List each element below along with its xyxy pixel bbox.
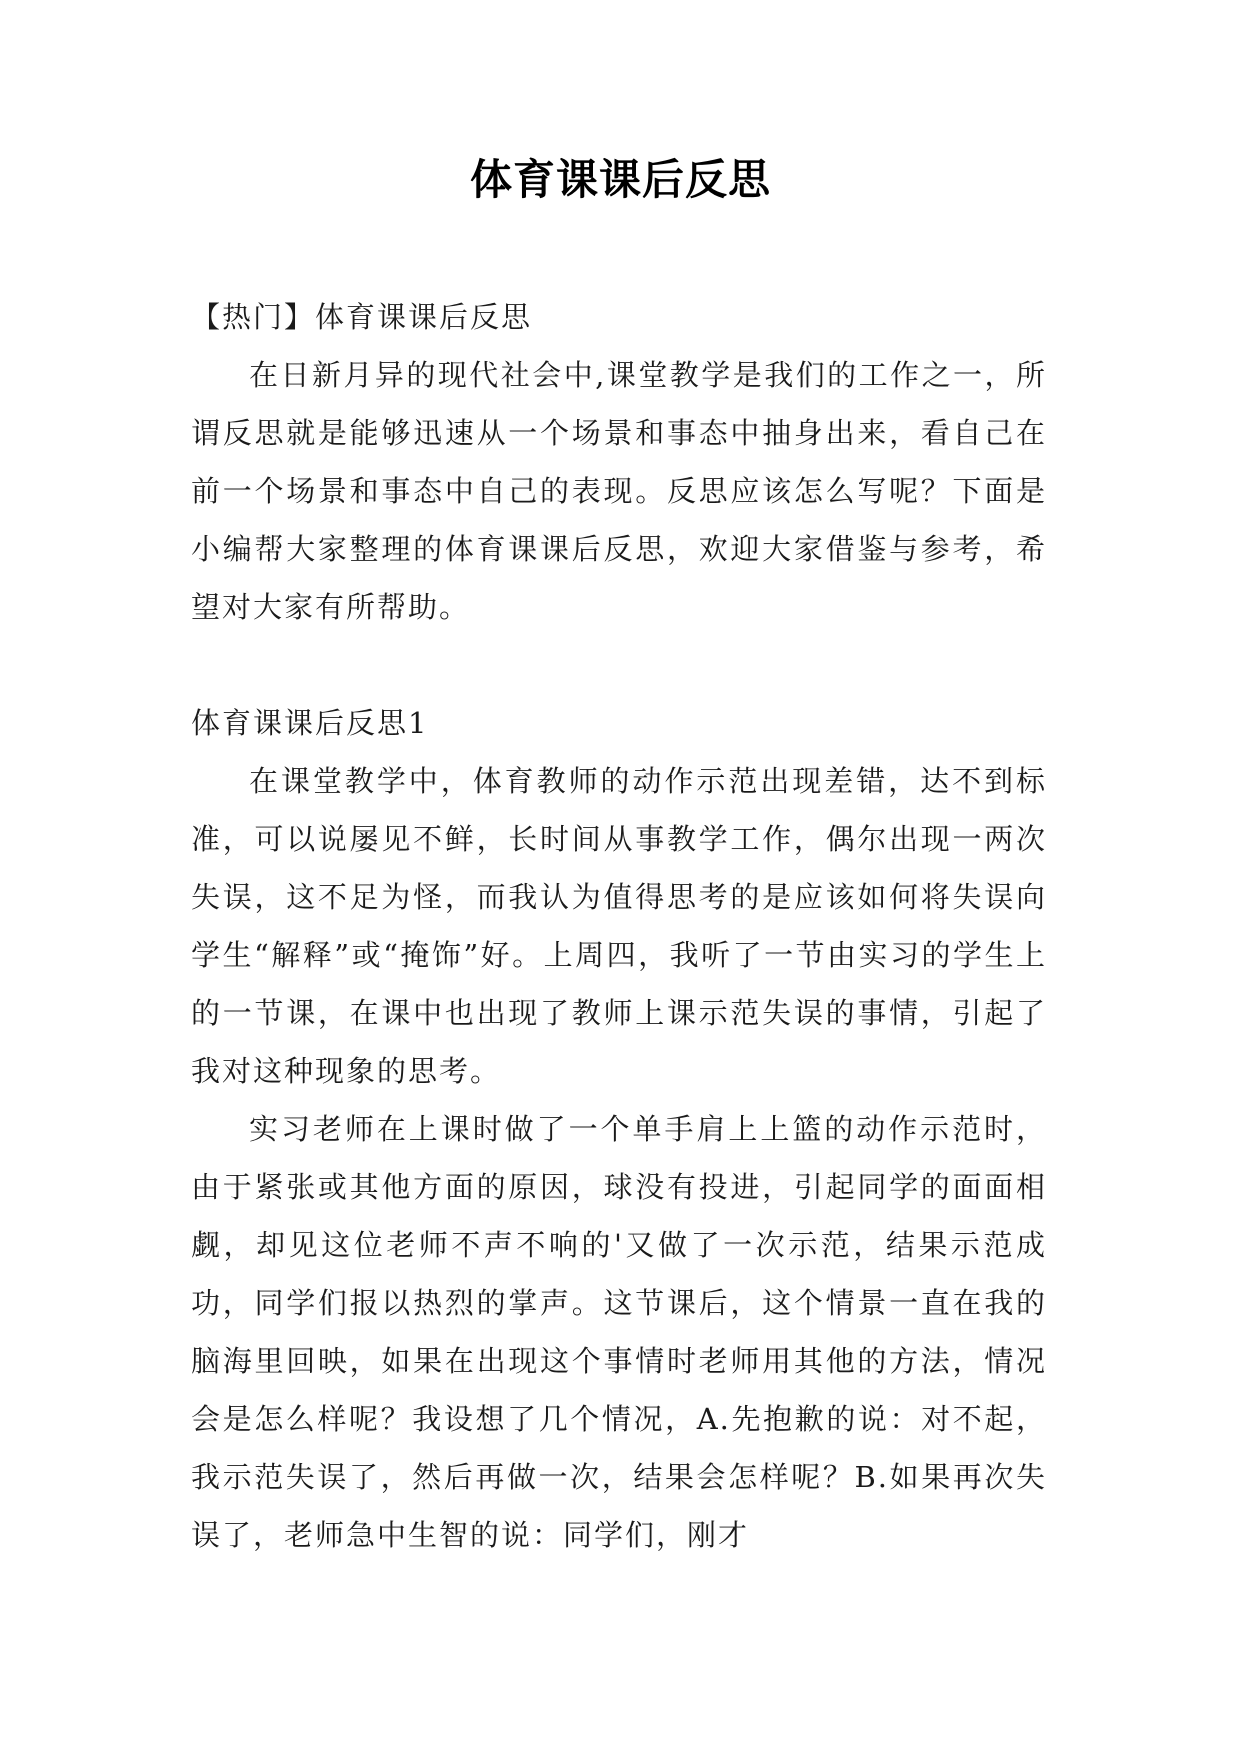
- section-gap: [191, 636, 1047, 694]
- body-paragraph: 在课堂教学中，体育教师的动作示范出现差错，达不到标准，可以说屡见不鲜，长时间从事教学工作，偶尔出现一两次失误，这不足为怪，而我认为值得思考的是应该如何将失误向学生“解释”或“掩饰”好。上周四，我听了一节由实习的学生上的一节课，在课中也出现了教师上课示范失误的事情，引起了我对这种现象的思考。: [191, 764, 1047, 1088]
- body-paragraph: 实习老师在上课时做了一个单手肩上上篮的动作示范时，由于紧张或其他方面的原因，球没有投进，引起同学的面面相觑，却见这位老师不声不响的'又做了一次示范，结果示范成功，同学们报以热烈的掌声。这节课后，这个情景一直在我的脑海里回映，如果在出现这个事情时老师用其他的方法，情况会是怎么样呢？我设想了几个情况，A.先抱歉的说：对不起，我示范失误了，然后再做一次，结果会怎样呢？B.如果再次失误了，老师急中生智的说：同学们，刚才: [191, 1112, 1047, 1552]
- section-heading: 体育课课后反思1: [191, 706, 429, 740]
- intro-heading: 【热门】体育课课后反思: [191, 300, 533, 334]
- document-body: [191, 288, 1047, 1564]
- intro-paragraph: 在日新月异的现代社会中,课堂教学是我们的工作之一，所谓反思就是能够迅速从一个场景和事态中抽身出来，看自己在前一个场景和事态中自己的表现。反思应该怎么写呢？下面是小编帮大家整理的体育课课后反思，欢迎大家借鉴与参考，希望对大家有所帮助。: [191, 358, 1047, 624]
- document-title: 体育课课后反思: [469, 155, 771, 204]
